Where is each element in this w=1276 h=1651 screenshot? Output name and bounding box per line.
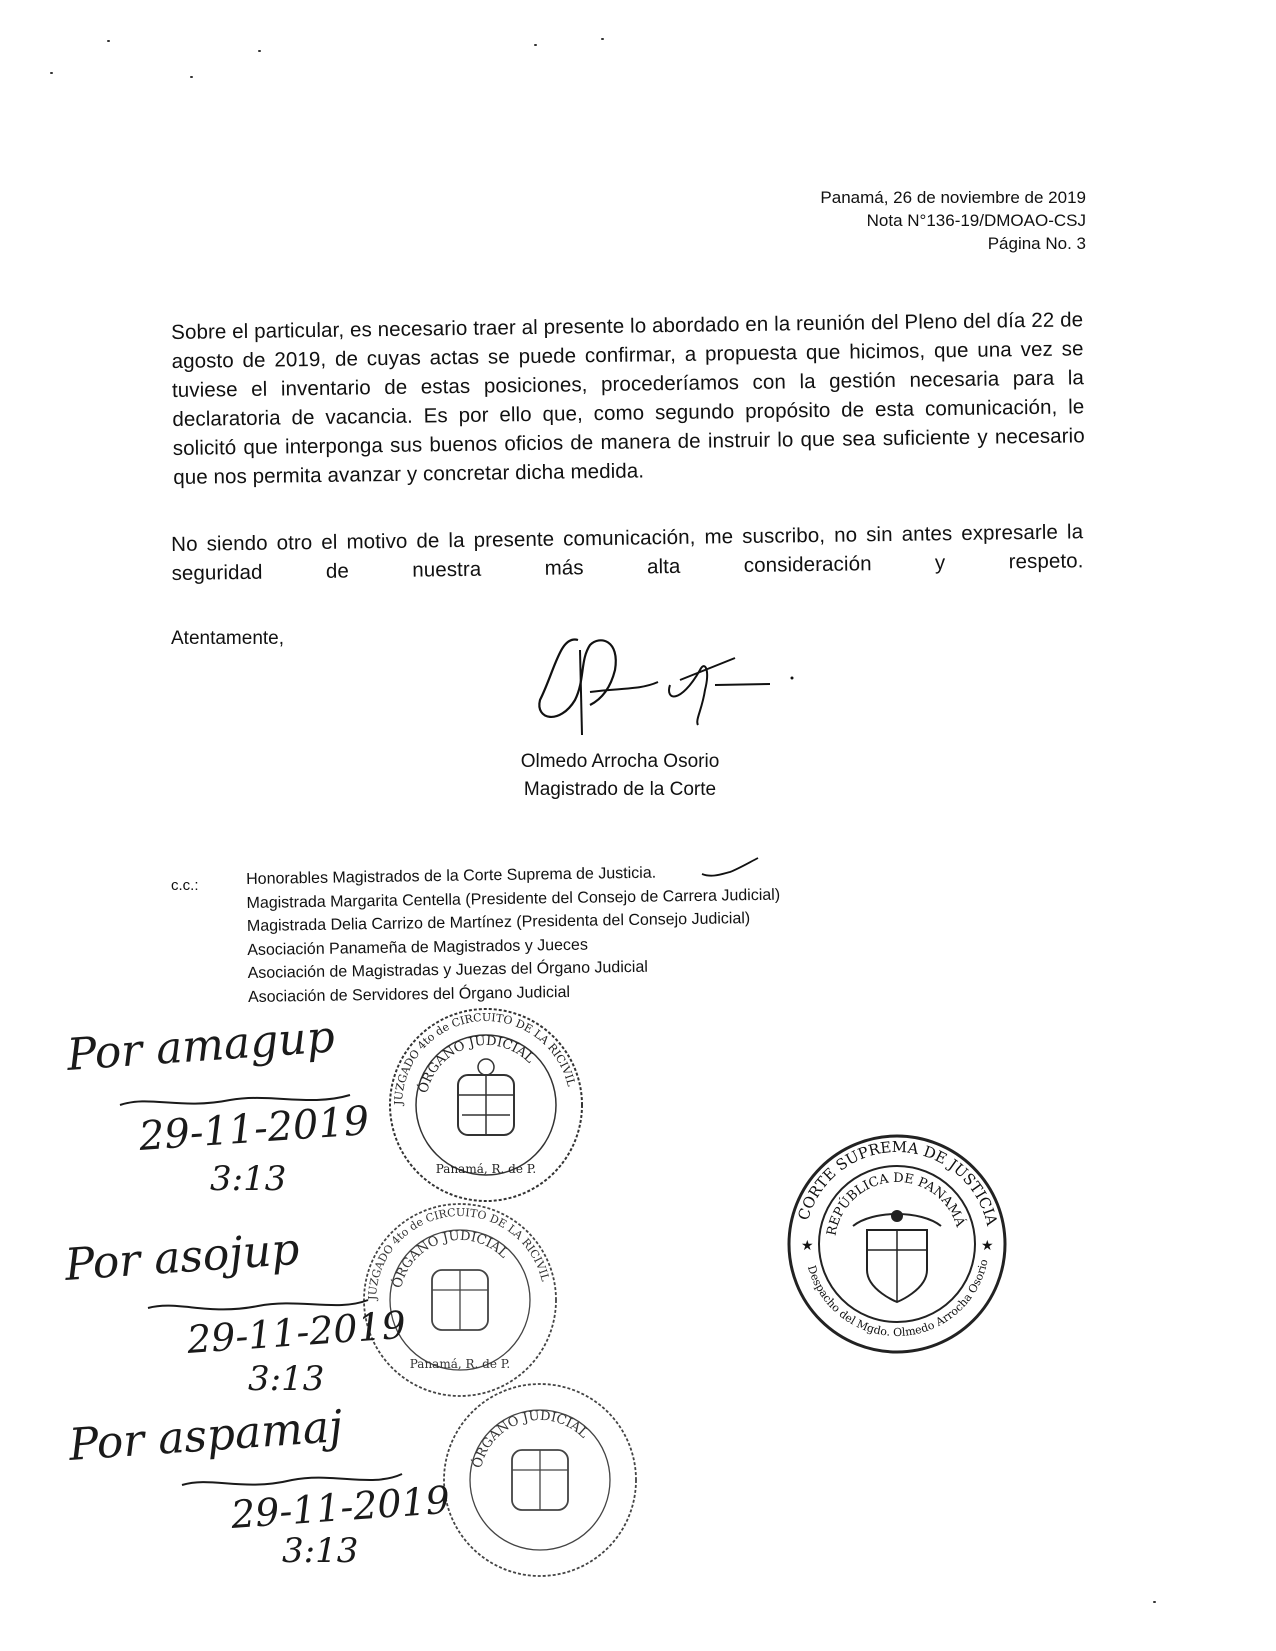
closing-salutation: Atentamente, xyxy=(171,628,285,649)
star-icon: ★ xyxy=(801,1237,814,1253)
csj-inner-text: REPÚBLICA DE PANAMÁ xyxy=(824,1170,968,1238)
handwritten-receipt-note xyxy=(62,1400,452,1571)
handwritten-receipt-note xyxy=(60,1011,390,1199)
signer-name: Olmedo Arrocha Osorio xyxy=(520,751,720,772)
corte-suprema-stamp xyxy=(783,1130,1011,1358)
cc-recipient: Magistrada Delia Carrizo de Martínez (Presidenta del Consejo Judicial) xyxy=(246,910,751,935)
cc-recipient: Magistrada Margarita Centella (Presidente del Consejo de Carrera Judicial) xyxy=(246,886,781,912)
stamp-bottom-text: Panamá, R. de P. xyxy=(409,1357,511,1371)
stamp-bottom-text: Panamá, R. de P. xyxy=(435,1162,537,1176)
handwritten-signature xyxy=(530,630,830,740)
scan-speck xyxy=(107,40,110,42)
handwritten-receipt-time: 3:13 xyxy=(210,1159,287,1199)
cc-label: c.c.: xyxy=(171,877,199,894)
note-number: Nota N°136-19/DMOAO-CSJ xyxy=(866,211,1086,230)
handwritten-receipt-org: Por amagup xyxy=(65,1011,337,1081)
body-paragraph-1: Sobre el particular, es necesario traer al presente lo abordado en la reunión del Pleno del día 22 de agosto de 2019, de cuyas actas se puede confirmar, a propuesta que hicimos, que una vez se tuviese el inventario de estas posiciones, procederíamos con la gestión necesaria para la declaratoria de vacancia. Es por ello que, como segundo propósito de esta comunicación, le solicitó que interponga sus buenos oficios de manera de instruir lo que sea suficiente y necesario que nos permita avanzar y concretar dicha medida. xyxy=(171,308,1085,489)
letter-reference-block xyxy=(820,186,1086,255)
signer-block xyxy=(490,748,750,804)
handwritten-receipt-org: Por aspamaj xyxy=(67,1400,345,1471)
handwritten-receipt-note xyxy=(58,1223,408,1399)
svg-text:JUZGADO 4to de CIRCUITO DE LA xyxy=(366,1206,552,1301)
organo-judicial-stamp xyxy=(360,1200,560,1400)
cc-recipient: Asociación de Servidores del Órgano Judicial xyxy=(247,983,571,1006)
checkmark-icon xyxy=(700,856,760,878)
scan-speck xyxy=(258,50,261,52)
scan-speck xyxy=(601,38,604,40)
svg-text:REPÚBLICA DE PANAMÁ xyxy=(825,1171,969,1237)
cc-recipient: Asociación Panameña de Magistrados y Jueces xyxy=(247,936,589,959)
cc-recipient: Asociación de Magistradas y Juezas del Órgano Judicial xyxy=(247,958,648,982)
organo-judicial-stamp xyxy=(386,1005,586,1205)
stamp-top-text: ÓRGANO JUDICIAL xyxy=(416,1033,537,1095)
page-number: Página No. 3 xyxy=(987,234,1086,253)
star-icon: ★ xyxy=(981,1237,994,1253)
scan-speck xyxy=(50,72,53,74)
scan-speck xyxy=(190,76,193,78)
scan-speck xyxy=(1153,1601,1156,1603)
handwritten-receipt-time: 3:13 xyxy=(248,1359,325,1399)
handwritten-receipt-date: 29-11-2019 xyxy=(229,1477,452,1537)
cc-recipient-list xyxy=(246,860,782,1009)
stamp-ring-text: JUZGADO 4to de CIRCUITO DE LA RICIVIL xyxy=(365,1205,552,1301)
csj-ring-top-text: CORTE SUPREMA DE JUSTICIA xyxy=(794,1137,1002,1228)
svg-text:Despacho del Mgdo. Olmedo Arro xyxy=(805,1258,991,1339)
scan-speck xyxy=(534,44,537,46)
handwritten-receipt-date: 29-11-2019 xyxy=(137,1098,371,1160)
cc-recipient: Honorables Magistrados de la Corte Suprema de Justicia. xyxy=(246,864,657,888)
stamp-top-text: ÓRGANO JUDICIAL xyxy=(390,1228,511,1290)
organo-judicial-stamp xyxy=(440,1380,640,1580)
handwritten-receipt-date: 29-11-2019 xyxy=(185,1302,408,1362)
svg-text:ÓRGANO JUDICIAL xyxy=(468,1409,591,1470)
handwritten-receipt-org: Por asojup xyxy=(63,1223,301,1291)
csj-ring-bottom-text: Despacho del Mgdo. Olmedo Arrocha Osorio xyxy=(804,1258,991,1340)
stamp-ring-text: JUZGADO 4to de CIRCUITO DE LA RICIVIL xyxy=(391,1010,578,1106)
letter-date: Panamá, 26 de noviembre de 2019 xyxy=(820,188,1086,207)
handwritten-receipt-time: 3:13 xyxy=(282,1531,359,1571)
body-paragraph-2: No siendo otro el motivo de la presente comunicación, me suscribo, no sin antes expresarle la seguridad de nuestra más alta consideración y respeto. xyxy=(171,520,1084,585)
signer-title: Magistrado de la Corte xyxy=(523,779,717,800)
stamp-top-text: ÓRGANO JUDICIAL xyxy=(470,1408,591,1470)
